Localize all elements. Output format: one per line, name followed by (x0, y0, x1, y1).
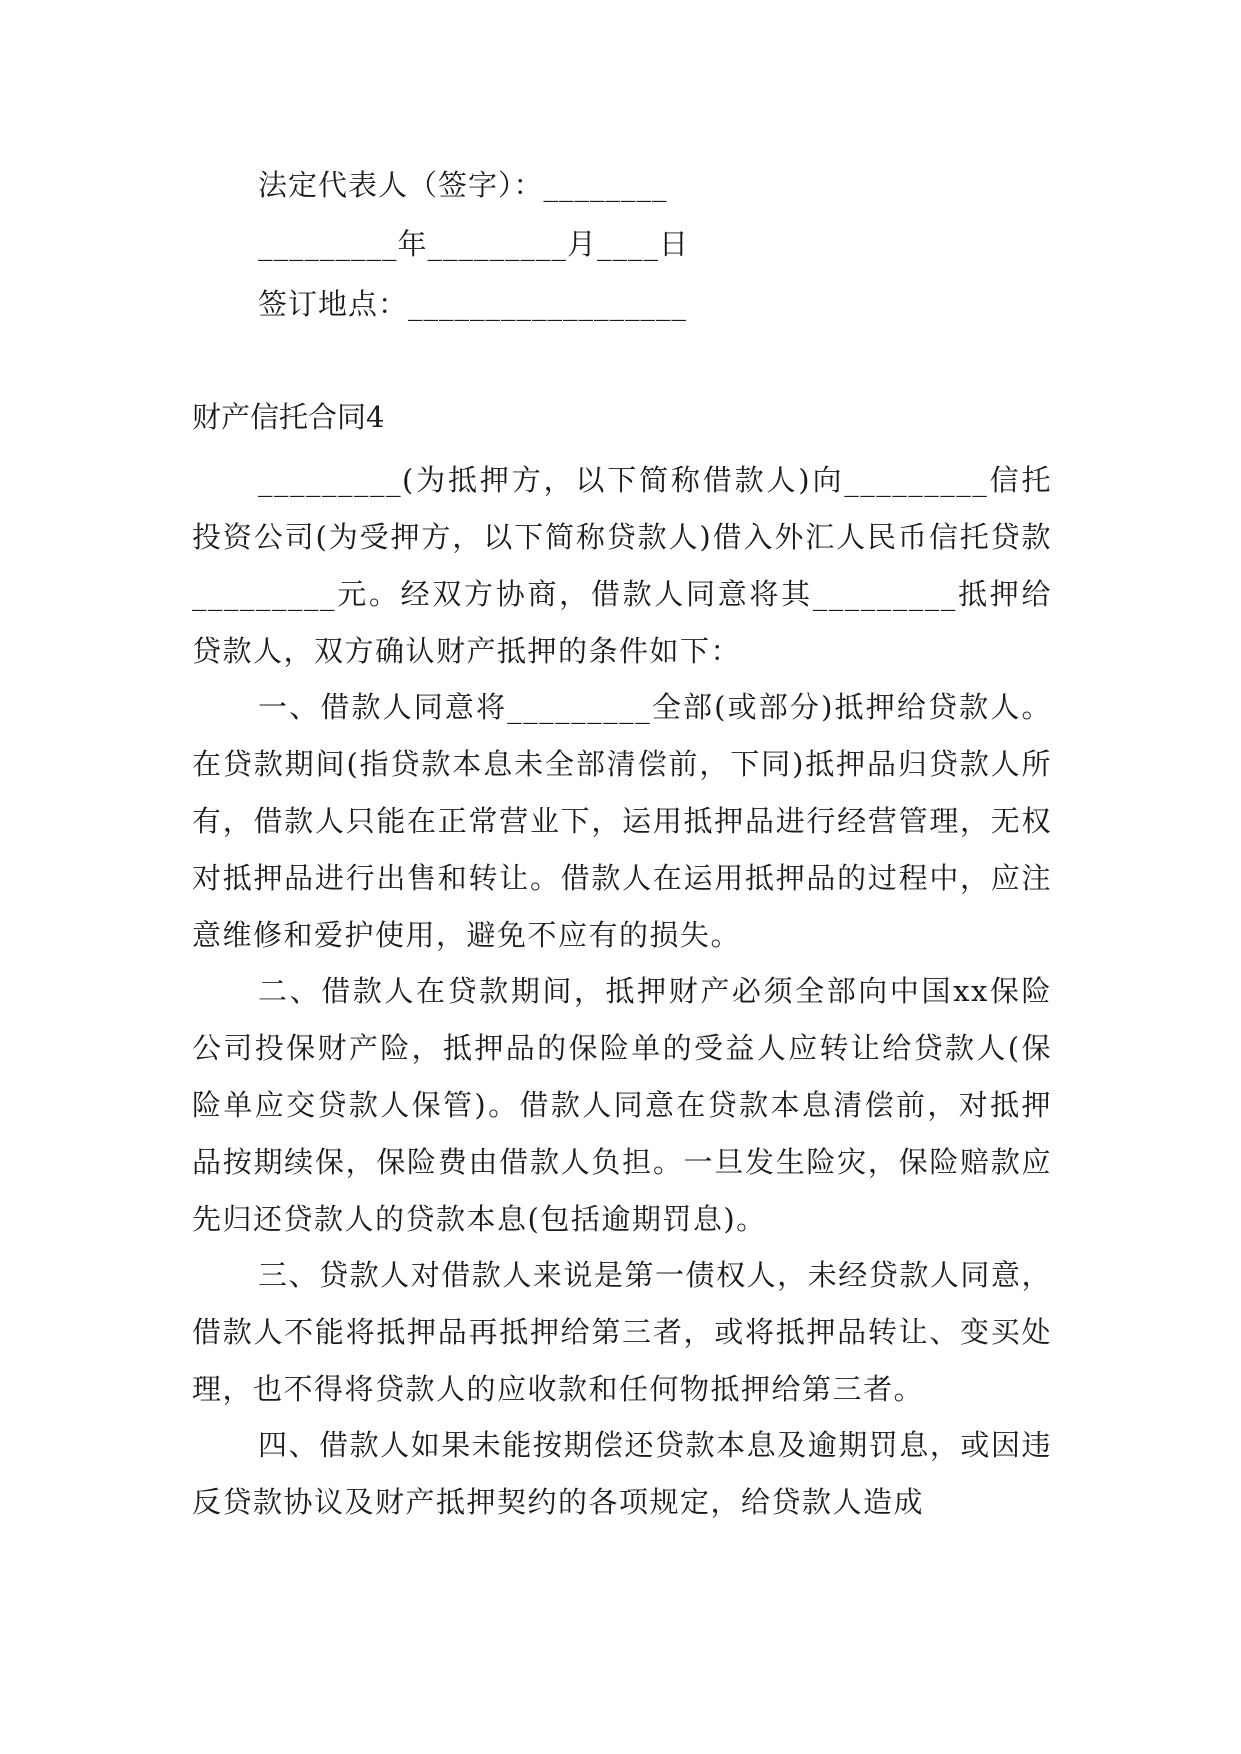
intro-paragraph: _________(为抵押方，以下简称借款人)向_________信托投资公司(为受押方，以下简称贷款人)借入外汇人民币信托贷款_________元。经双方协商，借款人同意将其_________抵押给贷款人，双方确认财产抵押的条件如下： (192, 463, 1052, 668)
clause-3-paragraph: 三、贷款人对借款人来说是第一债权人，未经贷款人同意，借款人不能将抵押品再抵押给第三者，或将抵押品转让、变买处理，也不得将贷款人的应收款和任何物抵押给第三者。 (192, 1258, 1052, 1406)
clause-2-paragraph: 二、借款人在贷款期间，抵押财产必须全部向中国xx保险公司投保财产险，抵押品的保险单的受益人应转让给贷款人(保险单应交贷款人保管)。借款人同意在贷款本息清偿前，对抵押品按期续保，保险费由借款人负担。一旦发生险灾，保险赔款应先归还贷款人的贷款本息(包括逾期罚息)。 (192, 974, 1052, 1236)
signing-place-line: 签订地点：__________________ (258, 287, 688, 321)
clause-4-paragraph: 四、借款人如果未能按期偿还贷款本息及逾期罚息，或因违反贷款协议及财产抵押契约的各项规定，给贷款人造成 (192, 1428, 1052, 1519)
signing-date-line: _________年_________月____日 (258, 227, 690, 261)
section-title: 财产信托合同4 (192, 400, 385, 434)
legal-representative-signature-line: 法定代表人（签字）：________ (258, 168, 668, 202)
clause-1-paragraph: 一、借款人同意将_________全部(或部分)抵押给贷款人。在贷款期间(指贷款本息未全部清偿前，下同)抵押品归贷款人所有，借款人只能在正常营业下，运用抵押品进行经营管理，无权对抵押品进行出售和转让。借款人在运用抵押品的过程中，应注意维修和爱护使用，避免不应有的损失。 (192, 690, 1052, 952)
